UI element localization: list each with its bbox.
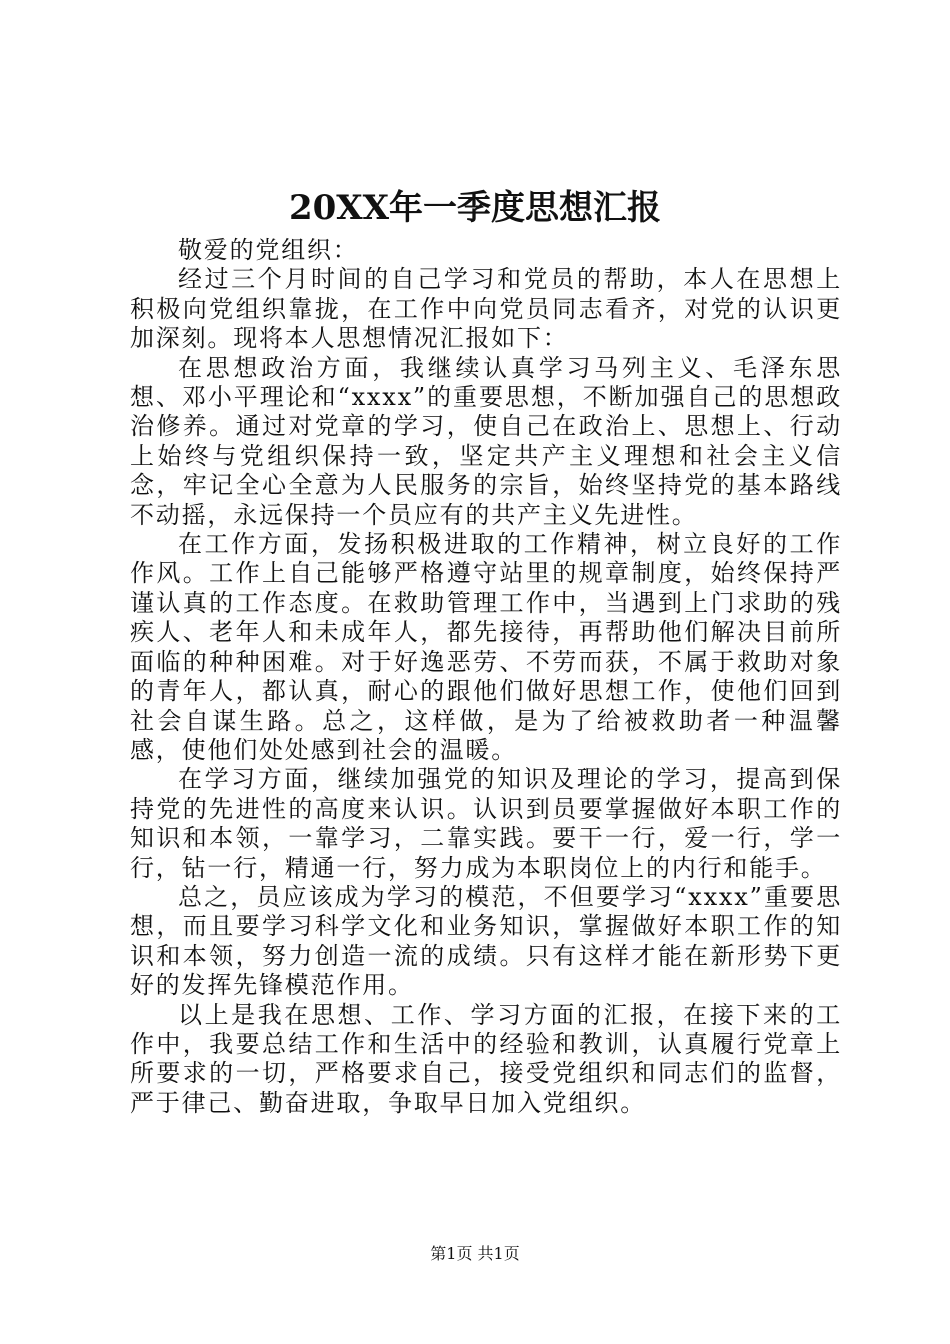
salutation: 敬爱的党组织：: [178, 236, 359, 264]
paragraph-work: 在工作方面，发扬积极进取的工作精神，树立良好的工作作风。工作上自己能够严格遵守站里的规章制度，始终保持严谨认真的工作态度。在救助管理工作中，当遇到上门求助的残疾人、老年人和未成年人，都先接待，再帮助他们解决目前所面临的种种困难。对于好逸恶劳、不劳而获，不属于救助对象的青年人，都认真，耐心的跟他们做好思想工作，使他们回到社会自谋生路。总之，这样做，是为了给被救助者一种温馨感，使他们处处感到社会的温暖。: [130, 530, 842, 764]
document-title: 20XX年一季度思想汇报: [288, 188, 662, 228]
paragraph-intro: 经过三个月时间的自己学习和党员的帮助，本人在思想上积极向党组织靠拢，在工作中向党员同志看齐，对党的认识更加深刻。现将本人思想情况汇报如下：: [130, 265, 842, 353]
paragraph-closing: 以上是我在思想、工作、学习方面的汇报，在接下来的工作中，我要总结工作和生活中的经验和教训，认真履行党章上所要求的一切，严格要求自己，接受党组织和同志们的监督，严于律己、勤奋进取，争取早日加入党组织。: [130, 1000, 842, 1117]
paragraph-political: 在思想政治方面，我继续认真学习马列主义、毛泽东思想、邓小平理论和“xxxx”的重要思想，不断加强自己的思想政治修养。通过对党章的学习，使自己在政治上、思想上、行动上始终与党组织保持一致，坚定共产主义理想和社会主义信念，牢记全心全意为人民服务的宗旨，始终坚持党的基本路线不动摇，永远保持一个员应有的共产主义先进性。: [130, 353, 842, 529]
page-number-footer: 第1页 共1页: [430, 1244, 520, 1263]
document-body: [130, 236, 842, 1118]
paragraph-summary: 总之，员应该成为学习的模范，不但要学习“xxxx”重要思想，而且要学习科学文化和业务知识，掌握做好本职工作的知识和本领，努力创造一流的成绩。只有这样才能在新形势下更好的发挥先锋模范作用。: [130, 882, 842, 1000]
paragraph-study: 在学习方面，继续加强党的知识及理论的学习，提高到保持党的先进性的高度来认识。认识到员要掌握做好本职工作的知识和本领，一靠学习，二靠实践。要干一行，爱一行，学一行，钻一行，精通一行，努力成为本职岗位上的内行和能手。: [130, 765, 842, 882]
